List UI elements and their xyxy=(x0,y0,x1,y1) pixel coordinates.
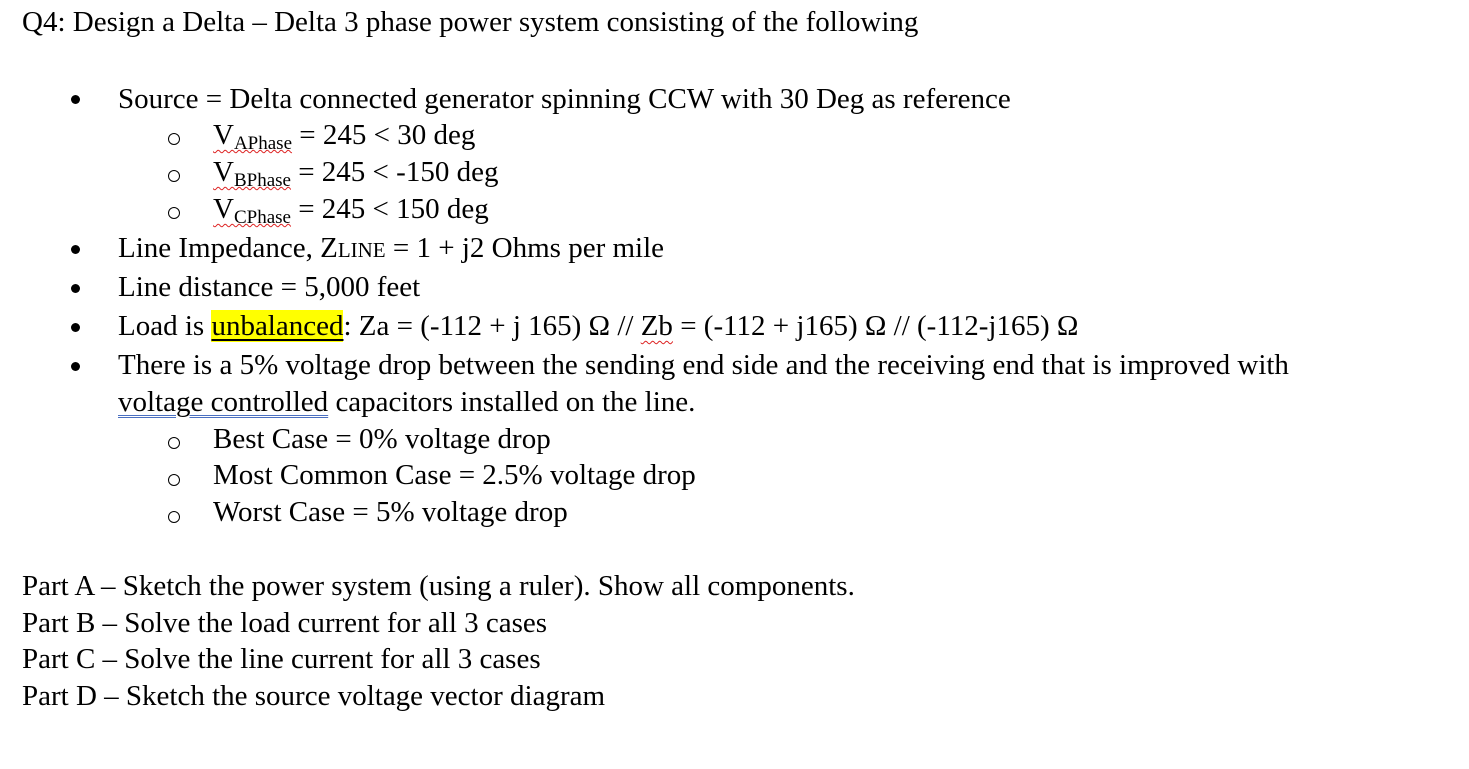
distance-line: Line distance = 5,000 feet xyxy=(118,271,421,303)
bullet-icon xyxy=(71,362,80,371)
bullet-icon xyxy=(71,284,80,293)
phase-a-symbol: $V_{APhase}$ xyxy=(213,119,293,154)
circle-bullet-icon xyxy=(168,207,180,219)
drop-line-1: There is a 5% voltage drop between the sending end side and the receiving end that is improved with xyxy=(118,349,1289,381)
circle-bullet-icon xyxy=(168,511,180,523)
phase-b-value: = 245 < -150 deg xyxy=(290,156,499,188)
case-worst: Worst Case = 5% voltage drop xyxy=(213,496,568,528)
bullet-icon xyxy=(71,95,80,104)
phase-b-symbol: $V_{BPhase}$ xyxy=(213,156,291,191)
zb-term: Zb xyxy=(640,310,673,342)
part-a: Part A – Sketch the power system (using a ruler). Show all components. xyxy=(22,570,855,602)
impedance-line: Line Impedance, ZLINE = 1 + j2 Ohms per mile xyxy=(118,232,665,264)
part-d: Part D – Sketch the source voltage vector diagram xyxy=(22,680,606,712)
phase-c-symbol: $V_{CPhase}$ xyxy=(213,193,291,228)
case-common: Most Common Case = 2.5% voltage drop xyxy=(213,459,696,491)
question-title: Q4: Design a Delta – Delta 3 phase power system consisting of the following xyxy=(22,6,919,38)
drop-line-2: voltage controlled capacitors installed on the line. xyxy=(118,386,696,418)
part-b: Part B – Solve the load current for all 3 cases xyxy=(22,607,548,639)
circle-bullet-icon xyxy=(168,170,180,182)
phase-a-value: = 245 < 30 deg xyxy=(292,119,476,151)
bullet-icon xyxy=(71,245,80,254)
bullet-icon xyxy=(71,323,80,332)
case-best: Best Case = 0% voltage drop xyxy=(213,423,551,455)
circle-bullet-icon xyxy=(168,437,180,449)
source-text: Source = Delta connected generator spinning CCW with 30 Deg as reference xyxy=(118,83,1011,115)
phase-c-value: = 245 < 150 deg xyxy=(290,193,489,225)
unbalanced-highlight: unbalanced xyxy=(211,310,344,342)
circle-bullet-icon xyxy=(168,133,180,145)
load-line: Load is unbalanced: Za = (-112 + j 165) Ω // Zb = (-112 + j165) Ω // (-112-j165) Ω xyxy=(118,310,1079,342)
voltage-controlled-link: voltage controlled xyxy=(118,386,329,418)
circle-bullet-icon xyxy=(168,474,180,486)
part-c: Part C – Solve the line current for all 3 cases xyxy=(22,643,541,675)
